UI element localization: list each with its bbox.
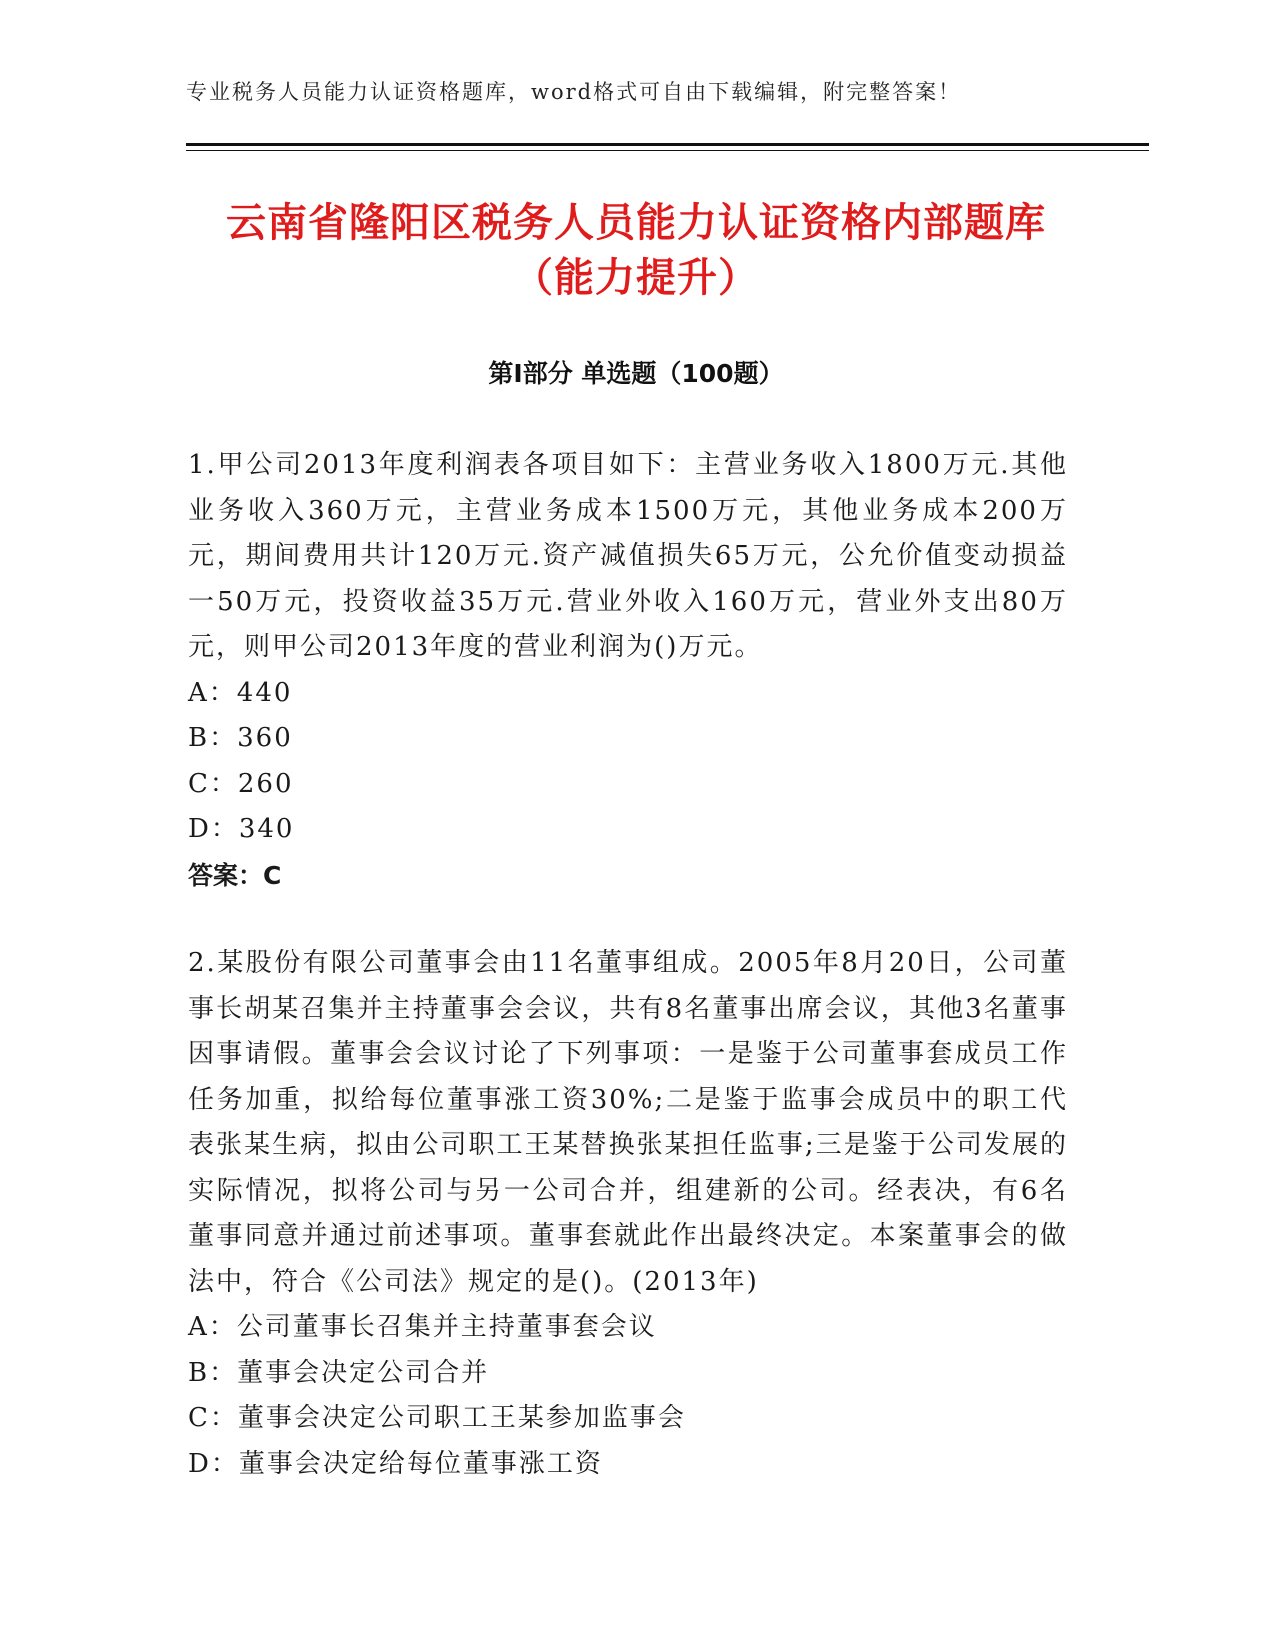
header-rule-thick [186, 143, 1149, 146]
document-title: 云南省隆阳区税务人员能力认证资格内部题库（能力提升） [226, 200, 1046, 301]
option-c: C：260 [188, 768, 294, 799]
option-b: B：360 [188, 723, 293, 753]
header-note: 专业税务人员能力认证资格题库，word格式可自由下载编辑，附完整答案！ [186, 80, 962, 104]
option-c: C：董事会决定公司职工王某参加监事会 [188, 1403, 686, 1433]
question-stem: 1.甲公司2013年度利润表各项目如下：主营业务收入1800万元.其他业务收入360万元，主营业务成本1500万元，其他业务成本200万元，期间费用共计120万元.资产减值损失65万元，公允价值变动损益一50万元，投资收益35万元.营业外收入160万元，营业外支出80万元，则甲公司2013年度的营业利润为()万元。 [188, 450, 1068, 662]
option-a: A：公司董事长召集并主持董事套会议 [188, 1312, 657, 1342]
option-d: D：340 [188, 814, 295, 844]
option-a: A：440 [188, 677, 293, 708]
question-stem: 2.某股份有限公司董事会由11名董事组成。2005年8月20日，公司董事长胡某召集并主持董事会会议，共有8名董事出席会议，其他3名董事因事请假。董事会会议讨论了下列事项：一是鉴于公司董事套成员工作任务加重，拟给每位董事涨工资30%;二是鉴于监事会成员中的职工代表张某生病，拟由公司职工王某替换张某担任监事;三是鉴于公司发展的实际情况，拟将公司与另一公司合并，组建新的公司。经表决，有6名董事同意并通过前述事项。董事套就此作出最终决定。本案董事会的做法中，符合《公司法》规定的是()。(2013年) [188, 948, 1068, 1297]
option-b: B：董事会决定公司合并 [188, 1357, 490, 1388]
section-title: 第Ⅰ部分 单选题（100题） [488, 359, 784, 388]
header-rule-thin [186, 150, 1149, 151]
option-d: D：董事会决定给每位董事涨工资 [188, 1448, 603, 1479]
question-1 [188, 443, 1068, 898]
question-2 [188, 941, 1068, 1487]
answer: 答案：C [188, 860, 282, 890]
